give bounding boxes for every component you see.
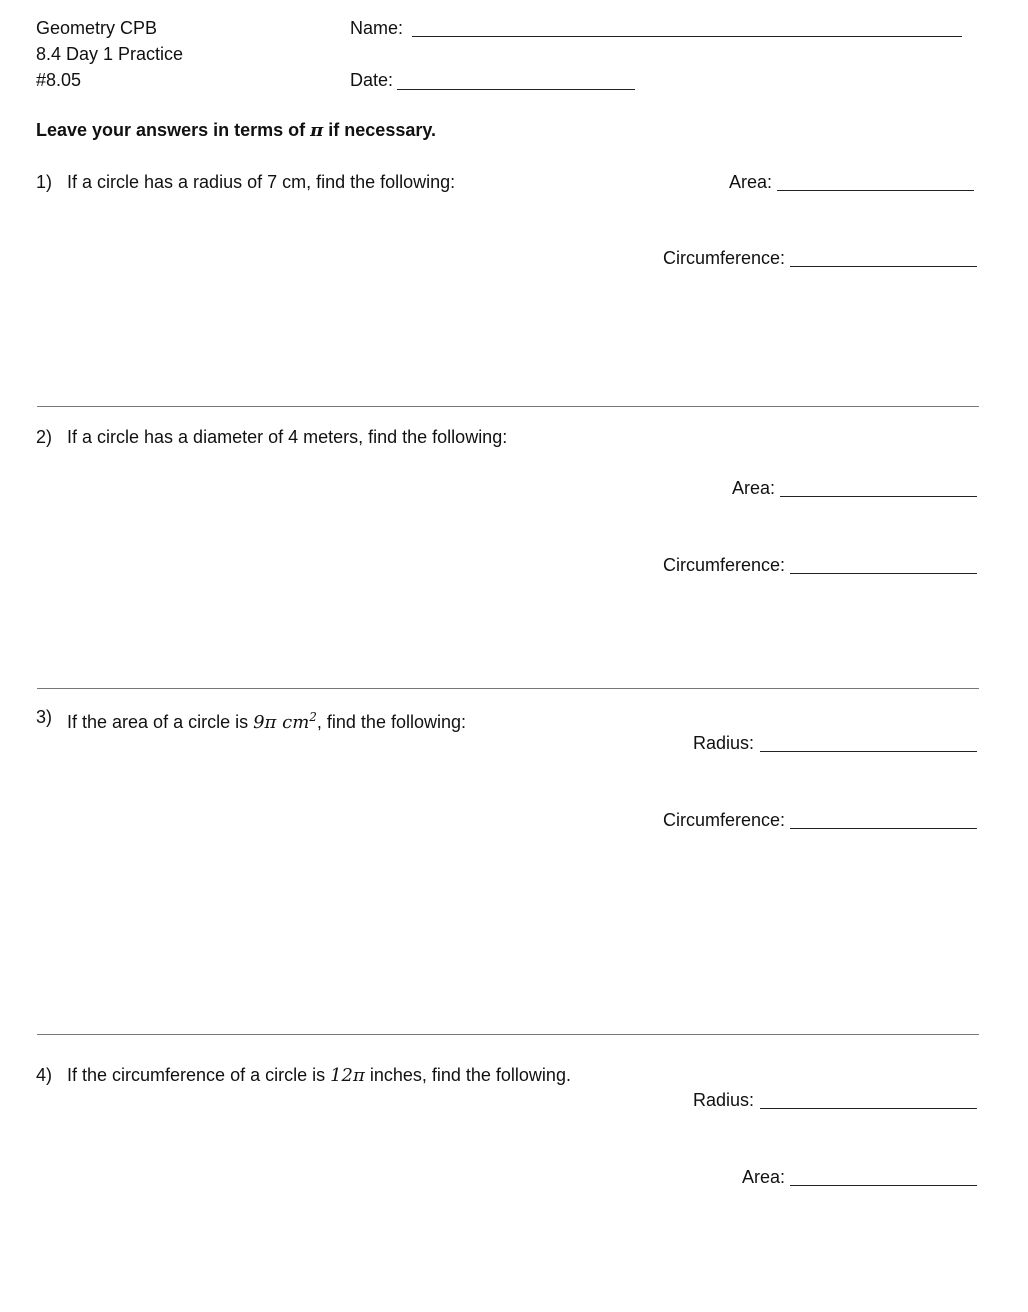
- question-1-text: If a circle has a radius of 7 cm, find the following:: [67, 172, 456, 192]
- divider-2: [37, 688, 979, 689]
- question-4-area-label: Area:: [741, 1167, 785, 1187]
- question-1-number: 1): [36, 172, 53, 192]
- question-2-area-label: Area:: [731, 478, 775, 498]
- question-3-circumference-blank[interactable]: [790, 828, 977, 829]
- divider-1: [37, 406, 979, 407]
- question-2-number: 2): [36, 427, 53, 447]
- question-2-area-blank[interactable]: [780, 496, 977, 497]
- question-3-math-coefficient: 9π: [253, 712, 283, 733]
- question-4-area-blank[interactable]: [790, 1185, 977, 1186]
- question-4-radius-blank[interactable]: [760, 1108, 977, 1109]
- date-blank[interactable]: [397, 89, 635, 90]
- question-1-area-blank[interactable]: [777, 190, 974, 191]
- question-3-radius-blank[interactable]: [760, 751, 977, 752]
- question-3-circumference-label: Circumference:: [662, 810, 785, 830]
- question-2-circumference-blank[interactable]: [790, 573, 977, 574]
- question-4-radius-label: Radius:: [692, 1090, 754, 1110]
- name-label: Name:: [350, 18, 404, 38]
- instructions-suffix: if necessary.: [323, 120, 437, 140]
- question-4-text: [67, 1064, 571, 1087]
- date-label: Date:: [350, 70, 394, 90]
- name-blank[interactable]: [412, 36, 962, 37]
- question-4-number: 4): [36, 1065, 53, 1085]
- question-3-math-unit: cm: [282, 712, 310, 733]
- lesson-title: 8.4 Day 1 Practice: [36, 44, 184, 64]
- divider-3: [37, 1034, 979, 1035]
- instructions-prefix: Leave your answers in terms of: [36, 120, 311, 140]
- question-4-math: 12π: [330, 1065, 365, 1086]
- instructions-pi: π: [310, 120, 324, 141]
- assignment-number: #8.05: [36, 70, 82, 90]
- question-2-text: If a circle has a diameter of 4 meters, find the following:: [67, 427, 508, 447]
- question-2-circumference-label: Circumference:: [662, 555, 785, 575]
- question-3-radius-label: Radius:: [692, 733, 754, 753]
- question-3-text-prefix: If the area of a circle is: [67, 712, 254, 732]
- question-3-number: 3): [36, 707, 53, 727]
- question-1-circumference-blank[interactable]: [790, 266, 977, 267]
- course-title: Geometry CPB: [36, 18, 158, 38]
- question-3-math-exponent: 2: [309, 710, 317, 724]
- question-4-text-prefix: If the circumference of a circle is: [67, 1065, 331, 1085]
- question-3-text: [67, 706, 466, 734]
- question-4-text-suffix: inches, find the following.: [364, 1065, 571, 1085]
- question-1-area-label: Area:: [728, 172, 772, 192]
- question-1-circumference-label: Circumference:: [662, 248, 785, 268]
- question-3-text-suffix: , find the following:: [316, 712, 466, 732]
- instructions: [36, 119, 436, 142]
